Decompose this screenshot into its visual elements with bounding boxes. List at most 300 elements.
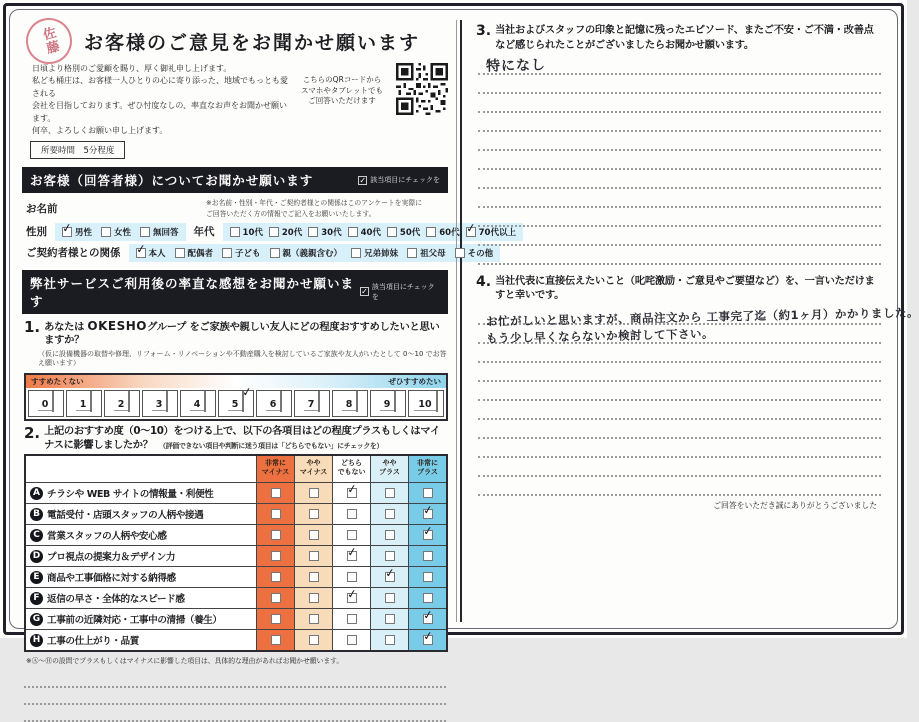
row-label: プロ視点の提案力＆デザイン力: [47, 552, 176, 564]
rating-cell[interactable]: [256, 525, 294, 545]
rating-cell[interactable]: [408, 483, 446, 503]
checkbox[interactable]: [347, 572, 357, 582]
handwritten-checkmark-icon: ✓: [421, 502, 434, 518]
row-label: 電話受付・店頭スタッフの人柄や接遇: [47, 510, 204, 522]
age-option[interactable]: [387, 226, 420, 238]
question4-heading: [476, 275, 883, 305]
checkbox[interactable]: [271, 509, 281, 519]
rating-cell[interactable]: [294, 567, 332, 587]
rating-cell[interactable]: [370, 588, 408, 608]
answer-line[interactable]: [478, 208, 881, 227]
age-label: 年代: [193, 226, 215, 239]
rating-cell[interactable]: [294, 588, 332, 608]
nps-cell-5[interactable]: [218, 384, 254, 417]
checkbox[interactable]: [385, 509, 395, 519]
rating-cell[interactable]: [294, 483, 332, 503]
checkbox[interactable]: [356, 391, 358, 412]
answer-line[interactable]: [478, 132, 881, 151]
checkbox[interactable]: [426, 227, 436, 237]
column-header-line: プラス: [379, 467, 400, 476]
free-comment-lines: [24, 671, 446, 722]
option-label: 30代: [321, 227, 342, 238]
option-label: その他: [467, 248, 494, 259]
rating-cell[interactable]: [370, 630, 408, 650]
checkbox[interactable]: [387, 227, 397, 237]
nps-cell-0[interactable]: [28, 390, 64, 417]
section-header-customer: [22, 167, 448, 193]
rating-cell[interactable]: [294, 630, 332, 650]
answer-line[interactable]: [478, 420, 881, 439]
column-header-line: 非常に: [265, 459, 286, 468]
handwritten-checkmark-icon: ✓: [421, 607, 434, 623]
option-label: 兄弟姉妹: [364, 248, 399, 259]
answer-line[interactable]: [478, 189, 881, 208]
checkbox[interactable]: [271, 488, 281, 498]
gender-age-row: [26, 220, 516, 241]
option-label: 男性: [75, 227, 93, 238]
intro-line: 私ども桶庄は、お客様一人ひとりの心に寄り添った、地域でもっとも愛される: [32, 76, 288, 98]
column-header-line: プラス: [417, 467, 438, 476]
impact-rating-table: [24, 454, 448, 652]
nps-value-label: 7: [304, 399, 319, 411]
checkbox[interactable]: [394, 391, 396, 412]
row-letter-badge: D: [30, 550, 43, 563]
checkbox[interactable]: [204, 391, 206, 412]
section-header-service: [22, 270, 448, 314]
rating-cell[interactable]: [408, 567, 446, 587]
checkbox[interactable]: [308, 227, 318, 237]
row-label-cell: [26, 588, 256, 608]
rating-cell[interactable]: [256, 630, 294, 650]
relation-option[interactable]: [175, 247, 214, 259]
rating-cell[interactable]: [332, 630, 370, 650]
option-label: 配偶者: [187, 248, 214, 259]
checkbox[interactable]: [128, 391, 130, 412]
checkbox[interactable]: [309, 614, 319, 624]
checkbox[interactable]: [385, 635, 395, 645]
nps-value-label: 2: [114, 399, 129, 411]
checkbox[interactable]: [222, 248, 232, 258]
rating-cell[interactable]: [256, 588, 294, 608]
checkbox[interactable]: [230, 227, 240, 237]
question2-note: （評価できない項目や判断に迷う項目は「どちらでもない」にチェックを）: [162, 441, 384, 450]
relation-options: [129, 241, 501, 262]
checkbox[interactable]: [385, 551, 395, 561]
checkbox[interactable]: [280, 391, 282, 412]
checkbox[interactable]: [271, 593, 281, 603]
relation-option[interactable]: [134, 241, 166, 259]
checkbox[interactable]: [309, 551, 319, 561]
handwritten-checkmark-icon: ✓: [61, 220, 73, 236]
table-row: [26, 545, 446, 566]
nps-cell-1[interactable]: [66, 390, 102, 417]
nps-scale: [24, 373, 448, 421]
rating-cell[interactable]: [256, 609, 294, 629]
row-label: 工事の仕上がり・品質: [47, 636, 139, 648]
checkbox[interactable]: [309, 488, 319, 498]
rating-cell[interactable]: [370, 546, 408, 566]
checkbox[interactable]: [140, 227, 150, 237]
column-divider: [456, 20, 462, 622]
question-number: 1.: [24, 317, 41, 336]
rating-cell[interactable]: [294, 609, 332, 629]
relation-option[interactable]: [351, 247, 398, 259]
option-label: 本人: [148, 248, 166, 259]
row-letter-badge: G: [30, 613, 43, 626]
question4-answer-area: [478, 305, 919, 496]
column-header: [332, 456, 370, 482]
checkbox[interactable]: [271, 530, 281, 540]
column-header-line: やや: [306, 459, 321, 468]
row-label: チラシや WEB サイトの情報量・利便性: [47, 489, 214, 501]
nps-value-label: 8: [342, 399, 357, 411]
age-option[interactable]: [230, 226, 263, 238]
checkbox[interactable]: [347, 635, 357, 645]
rating-cell[interactable]: [408, 546, 446, 566]
nps-cell-3[interactable]: [142, 390, 178, 417]
question-text: 当社代表に直接伝えたいこと（叱咤激励・ご意見やご要望など）を、一言いただけますと幸いです。: [495, 275, 875, 302]
gender-option[interactable]: [61, 220, 93, 238]
nps-cell-7[interactable]: [294, 390, 330, 417]
table-row: [26, 587, 446, 608]
option-label: 親（義親含む）: [282, 248, 343, 259]
checkbox[interactable]: [351, 248, 361, 258]
option-label: 無回答: [153, 227, 179, 238]
checkbox[interactable]: [134, 241, 147, 258]
table-row: [26, 482, 446, 503]
question1-heading: [24, 319, 448, 348]
name-label: お名前: [26, 203, 58, 216]
answer-line[interactable]: [478, 113, 881, 132]
row-letter-badge: H: [30, 634, 43, 647]
rating-cell[interactable]: [370, 483, 408, 503]
checked-box-icon: ✓: [361, 287, 368, 297]
table-header-row: [26, 456, 446, 482]
rating-cell[interactable]: [256, 504, 294, 524]
nps-value-label: 1: [76, 399, 91, 411]
question-number: 3.: [476, 23, 492, 39]
checkbox[interactable]: [385, 488, 395, 498]
section-title: お客様（回答者様）についてお聞かせ願います: [30, 173, 314, 189]
handwritten-checkmark-icon: ✓: [241, 384, 254, 400]
rating-cell[interactable]: [294, 546, 332, 566]
handwritten-checkmark-icon: ✓: [421, 628, 434, 644]
relation-option[interactable]: [407, 247, 446, 259]
nps-cell-9[interactable]: [370, 390, 406, 417]
checkbox[interactable]: [61, 220, 73, 237]
row-label-cell: [26, 567, 256, 587]
intro-line: 会社を目指しております。ぜひ忖度なしの、率直なお声をお聞かせ願います。: [32, 101, 288, 123]
rating-cell[interactable]: [370, 504, 408, 524]
checkbox[interactable]: [345, 481, 358, 498]
thank-you-footer: ご回答をいただき誠にありがとうございました: [713, 501, 877, 511]
qr-note-line: スマホやタブレットでも: [301, 85, 383, 95]
rating-cell[interactable]: [256, 567, 294, 587]
answer-line[interactable]: [478, 151, 881, 170]
question1-note: （仮に設備機器の取替や修理、リフォーム・リノベーションや不動産購入を検討しているご家族や友人がいたとして 0〜10 でお答え願います）: [38, 349, 447, 368]
column-header-line: マイナス: [299, 467, 328, 476]
section-title: 弊社サービスご利用後の率直な感想をお聞かせ願います: [30, 275, 355, 309]
rating-cell[interactable]: [332, 546, 370, 566]
name-row: [26, 198, 448, 218]
checkbox[interactable]: [347, 614, 357, 624]
rating-cell[interactable]: [294, 525, 332, 545]
option-label: 10代: [242, 227, 263, 238]
handwritten-answer: お忙がしいと思いますが、商品注文から 工事完了迄（約1ヶ月）かかりました。: [485, 305, 919, 329]
rating-cell[interactable]: [370, 525, 408, 545]
checkbox[interactable]: [421, 523, 434, 540]
nps-cell-8[interactable]: [332, 390, 368, 417]
handwritten-answer: もう少し早くならないか検討して下さい。: [485, 326, 715, 346]
checkbox[interactable]: [423, 551, 433, 561]
checkbox[interactable]: [423, 488, 433, 498]
question3-answer-area: [478, 56, 881, 265]
checkbox[interactable]: [348, 227, 358, 237]
checkbox[interactable]: [423, 593, 433, 603]
rating-cell[interactable]: [256, 546, 294, 566]
gender-options: [55, 220, 186, 241]
age-option[interactable]: [426, 226, 459, 238]
duration-note: 所要時間 5分程度: [30, 141, 125, 159]
question-number: 2.: [24, 424, 41, 443]
page-content: [12, 12, 919, 666]
checkbox[interactable]: [385, 614, 395, 624]
nps-value-label: 3: [152, 399, 167, 411]
answer-line[interactable]: [478, 56, 881, 75]
check-instruction-badge: ✓ 該当項目にチェックを: [361, 282, 435, 301]
nps-cell-6[interactable]: [256, 390, 292, 417]
rating-cell[interactable]: [408, 630, 446, 650]
row-label-cell: [26, 483, 256, 503]
handwritten-answer: 特になし: [485, 56, 547, 75]
rating-cell[interactable]: [408, 588, 446, 608]
gender-option[interactable]: [140, 226, 179, 238]
row-letter-badge: F: [30, 592, 43, 605]
answer-line[interactable]: [478, 458, 881, 477]
nps-cell-2[interactable]: [104, 390, 140, 417]
rating-cell[interactable]: [408, 504, 446, 524]
checked-box-icon: ✓: [359, 175, 367, 185]
age-option[interactable]: [348, 226, 381, 238]
column-header-line: やや: [382, 459, 397, 468]
checkbox[interactable]: [318, 391, 320, 412]
answer-line[interactable]: [478, 170, 881, 189]
table-row: [26, 608, 446, 629]
okesho-brand: OKESHO: [87, 318, 148, 333]
intro-paragraph: [22, 63, 294, 137]
option-label: 子ども: [235, 248, 261, 259]
answer-line[interactable]: [24, 671, 446, 688]
checkbox[interactable]: [345, 544, 358, 561]
answer-line[interactable]: [478, 401, 881, 420]
checkbox[interactable]: [271, 551, 281, 561]
row-label-cell: [26, 546, 256, 566]
rating-cell[interactable]: [370, 567, 408, 587]
checkbox[interactable]: [309, 530, 319, 540]
row-label: 商品や工事価格に対する納得感: [47, 573, 176, 585]
rating-cell[interactable]: [332, 567, 370, 587]
rating-cell[interactable]: [332, 483, 370, 503]
table-header-spacer: [26, 456, 256, 482]
nps-left-label: すすめたくない: [31, 377, 84, 387]
row-letter-badge: E: [30, 571, 43, 584]
nps-right-label: ぜひすすめたい: [388, 377, 441, 387]
column-header: [294, 456, 332, 482]
rating-cell[interactable]: [294, 504, 332, 524]
answer-line[interactable]: [478, 75, 881, 94]
checkbox[interactable]: [407, 248, 417, 258]
option-label: 20代: [281, 227, 303, 238]
checkbox[interactable]: [421, 628, 434, 645]
nps-value-label: 6: [266, 399, 281, 411]
row-letter-badge: B: [30, 508, 43, 521]
checkbox[interactable]: [269, 227, 279, 237]
handwritten-checkmark-icon: ✓: [421, 523, 434, 539]
rating-cell[interactable]: [332, 609, 370, 629]
checkbox[interactable]: [421, 607, 434, 624]
nps-cell-4[interactable]: [180, 390, 216, 417]
answer-line[interactable]: [24, 705, 446, 722]
rating-cell[interactable]: [332, 588, 370, 608]
name-note: [146, 198, 422, 218]
column-header-line: マイナス: [261, 467, 290, 476]
nps-value-label: 10: [414, 399, 435, 411]
column-header: [370, 456, 408, 482]
row-label-cell: [26, 504, 256, 524]
rating-cell[interactable]: [370, 609, 408, 629]
table-row: [26, 503, 446, 524]
answer-line[interactable]: [478, 382, 881, 401]
checkbox[interactable]: [271, 572, 281, 582]
answer-line[interactable]: [478, 305, 919, 329]
nps-value-label: 0: [38, 399, 53, 411]
checkbox[interactable]: [309, 572, 319, 582]
age-option[interactable]: [269, 226, 302, 238]
checkbox[interactable]: [385, 530, 395, 540]
handwritten-checkmark-icon: ✓: [345, 586, 358, 602]
answer-line[interactable]: [478, 363, 881, 382]
option-label: 40代: [360, 227, 381, 238]
answer-line[interactable]: [478, 477, 881, 496]
column-header: [256, 456, 294, 482]
rating-cell[interactable]: [408, 525, 446, 545]
row-label-cell: [26, 630, 256, 650]
red-hanko-stamp: 佐藤: [21, 13, 77, 69]
age-option[interactable]: [308, 226, 341, 238]
row-label: 工事前の近隣対応・工事中の清掃（養生）: [47, 615, 222, 627]
check-instruction-badge: ✓ 該当項目にチェックを: [359, 175, 440, 185]
intro-line: 何卒、よろしくお願い申し上げます。: [32, 125, 168, 135]
qr-note-line: ご回答いただけます: [308, 96, 376, 105]
answer-line[interactable]: [478, 227, 881, 246]
answer-line[interactable]: [478, 439, 881, 458]
question-number: 4.: [476, 273, 492, 290]
checkbox[interactable]: [166, 391, 168, 412]
answer-line[interactable]: [478, 325, 881, 344]
checkbox[interactable]: [241, 384, 254, 412]
name-note-line: ※お名前・性別・年代・ご契約者様との関係はこのアンケートを実際に: [206, 199, 422, 208]
relation-label: ご契約者様との関係: [26, 247, 121, 260]
checkbox[interactable]: [309, 635, 319, 645]
checkbox[interactable]: [347, 509, 357, 519]
nps-value-label: 9: [380, 399, 395, 411]
row-label-cell: [26, 609, 256, 629]
qr-code: [396, 63, 448, 115]
nps-gradient-bar: [26, 375, 446, 388]
option-label: 60代: [439, 227, 460, 238]
checkbox[interactable]: [271, 635, 281, 645]
question3-heading: [476, 24, 883, 54]
relation-option[interactable]: [270, 247, 343, 259]
relation-option[interactable]: [222, 247, 261, 259]
handwritten-checkmark-icon: ✓: [383, 565, 396, 581]
column-header-line: 非常に: [417, 459, 438, 468]
option-label: 50代: [399, 227, 421, 238]
question2-heading: [24, 425, 448, 452]
checkbox[interactable]: [90, 391, 92, 412]
rating-cell[interactable]: [408, 609, 446, 629]
checkbox[interactable]: [271, 614, 281, 624]
page-title: お客様のご意見をお聞かせ願います: [83, 32, 420, 54]
checkbox[interactable]: [270, 248, 280, 258]
qr-instruction-text: [294, 63, 390, 107]
handwritten-checkmark-icon: ✓: [345, 544, 358, 560]
table-footnote: ※Ⓐ〜Ⓗの設問でプラスもしくはマイナスに影響した項目は、具体的な理由があればお聞かせ願います。: [26, 657, 344, 666]
checkbox[interactable]: [309, 509, 319, 519]
checkbox[interactable]: [175, 248, 185, 258]
question-text: 当社およびスタッフの印象と記憶に残ったエピソード、またご不安・ご不満・改善点など感じられたことがございましたらお聞かせ願います。: [495, 25, 874, 51]
nps-value-label: 5: [228, 399, 243, 411]
checkbox[interactable]: [383, 565, 396, 582]
gender-option[interactable]: [101, 226, 131, 238]
checkbox[interactable]: [345, 586, 358, 603]
handwritten-checkmark-icon: ✓: [134, 241, 147, 257]
column-header-line: どちら: [341, 459, 362, 468]
row-label: 営業スタッフの人柄や安心感: [47, 531, 167, 543]
answer-line[interactable]: [478, 246, 881, 265]
right-column: [464, 20, 919, 622]
answer-line[interactable]: [478, 94, 881, 113]
intro-block: [22, 63, 448, 137]
answer-line[interactable]: [24, 688, 446, 705]
option-label: 祖父母: [420, 248, 446, 259]
option-label: 70代以上: [478, 227, 516, 238]
relation-row: [26, 241, 494, 262]
question-text: あなたは OKESHOグループ をご家族や親しい友人にどの程度おすすめしたいと思いますか？: [44, 318, 440, 347]
checkbox[interactable]: [421, 502, 434, 519]
handwritten-checkmark-icon: ✓: [464, 220, 477, 236]
gender-label: 性別: [26, 226, 47, 239]
checkbox[interactable]: [436, 391, 438, 412]
table-row: [26, 566, 446, 587]
checkbox[interactable]: [52, 391, 54, 412]
rating-cell[interactable]: [332, 525, 370, 545]
column-header-line: でもない: [337, 467, 366, 476]
checkbox[interactable]: [385, 593, 395, 603]
rating-cell[interactable]: [256, 483, 294, 503]
table-row: [26, 629, 446, 650]
answer-line[interactable]: [478, 344, 881, 363]
rating-cell[interactable]: [332, 504, 370, 524]
row-letter-badge: A: [30, 487, 43, 500]
row-label-cell: [26, 525, 256, 545]
nps-cell-10[interactable]: [408, 390, 444, 417]
checkbox[interactable]: [347, 530, 357, 540]
checkbox[interactable]: [309, 593, 319, 603]
checkbox[interactable]: [423, 572, 433, 582]
checkbox[interactable]: [101, 227, 111, 237]
column-header: [408, 456, 446, 482]
